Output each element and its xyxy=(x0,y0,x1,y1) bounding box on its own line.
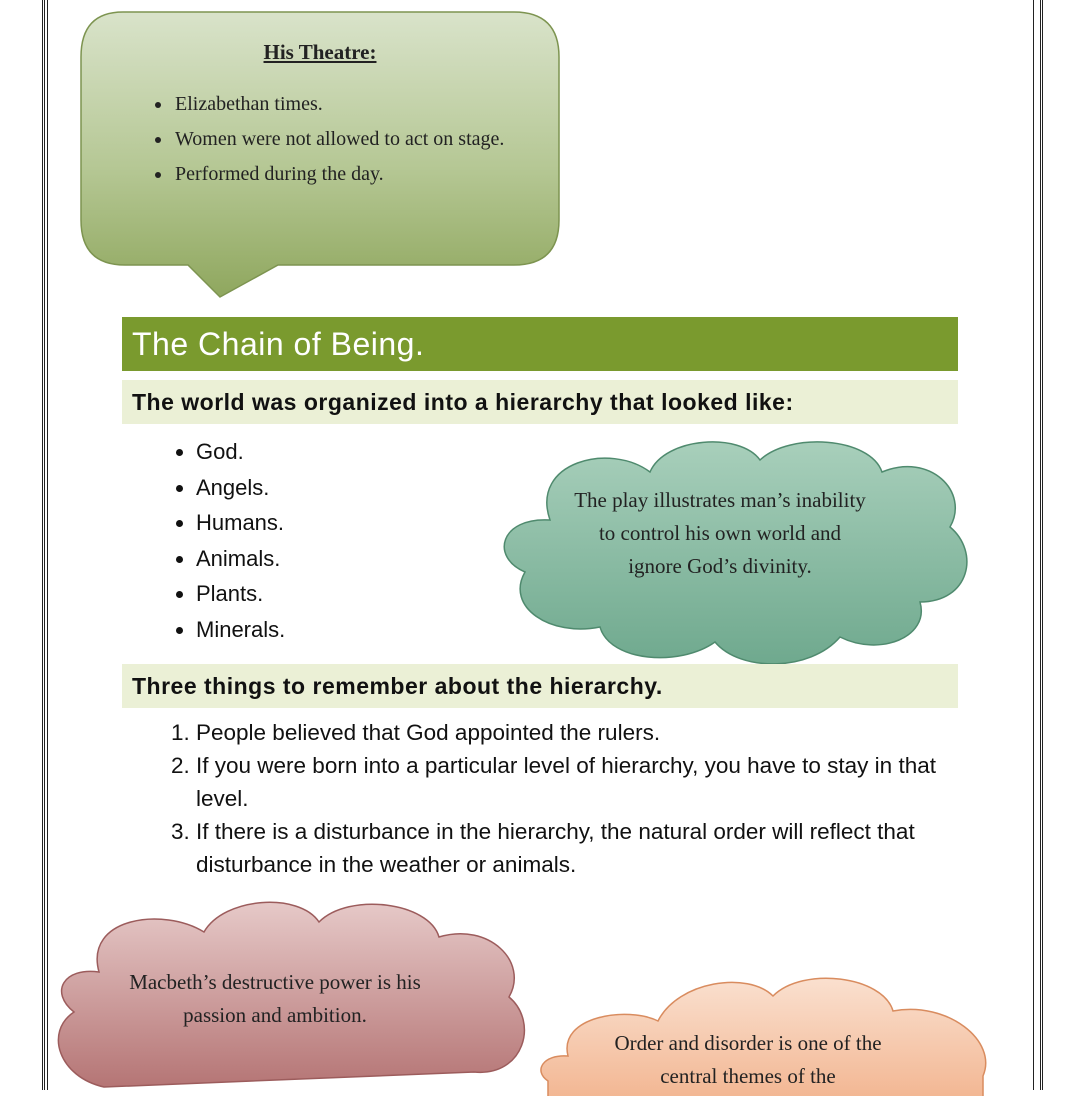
hierarchy-subheading: The world was organized into a hierarchy that looked like: xyxy=(122,380,958,424)
list-item: • Animals. xyxy=(196,541,285,577)
remember-list xyxy=(130,716,986,881)
list-item: • Angels. xyxy=(196,470,285,506)
list-item: 1. People believed that God appointed the rulers. xyxy=(196,716,986,749)
list-item: • Minerals. xyxy=(196,612,285,648)
hierarchy-list xyxy=(130,434,285,647)
list-item: • Performed during the day. xyxy=(173,157,558,192)
green-cloud-text: The play illustrates man’s inability to control his own world and ignore God’s divinity. xyxy=(574,488,866,578)
theatre-title: His Theatre: xyxy=(263,40,377,64)
list-item: • Humans. xyxy=(196,505,285,541)
chain-of-being-heading: The Chain of Being. xyxy=(122,317,958,371)
list-item: • Plants. xyxy=(196,576,285,612)
orange-cloud-text: Order and disorder is one of the central themes of the xyxy=(614,1031,882,1088)
theatre-bubble-content xyxy=(82,40,558,192)
list-item: 2. If you were born into a particular level of hierarchy, you have to stay in that level. xyxy=(196,749,986,815)
list-item: • Elizabethan times. xyxy=(173,87,558,122)
list-item: • God. xyxy=(196,434,285,470)
remember-subheading: Three things to remember about the hierarchy. xyxy=(122,664,958,708)
list-item: 3. If there is a disturbance in the hierarchy, the natural order will reflect that disturbance in the weather or animals. xyxy=(196,815,986,881)
theatre-list xyxy=(82,87,558,192)
list-item: • Women were not allowed to act on stage. xyxy=(173,122,558,157)
red-cloud-text: Macbeth’s destructive power is his passion and ambition. xyxy=(129,970,421,1027)
